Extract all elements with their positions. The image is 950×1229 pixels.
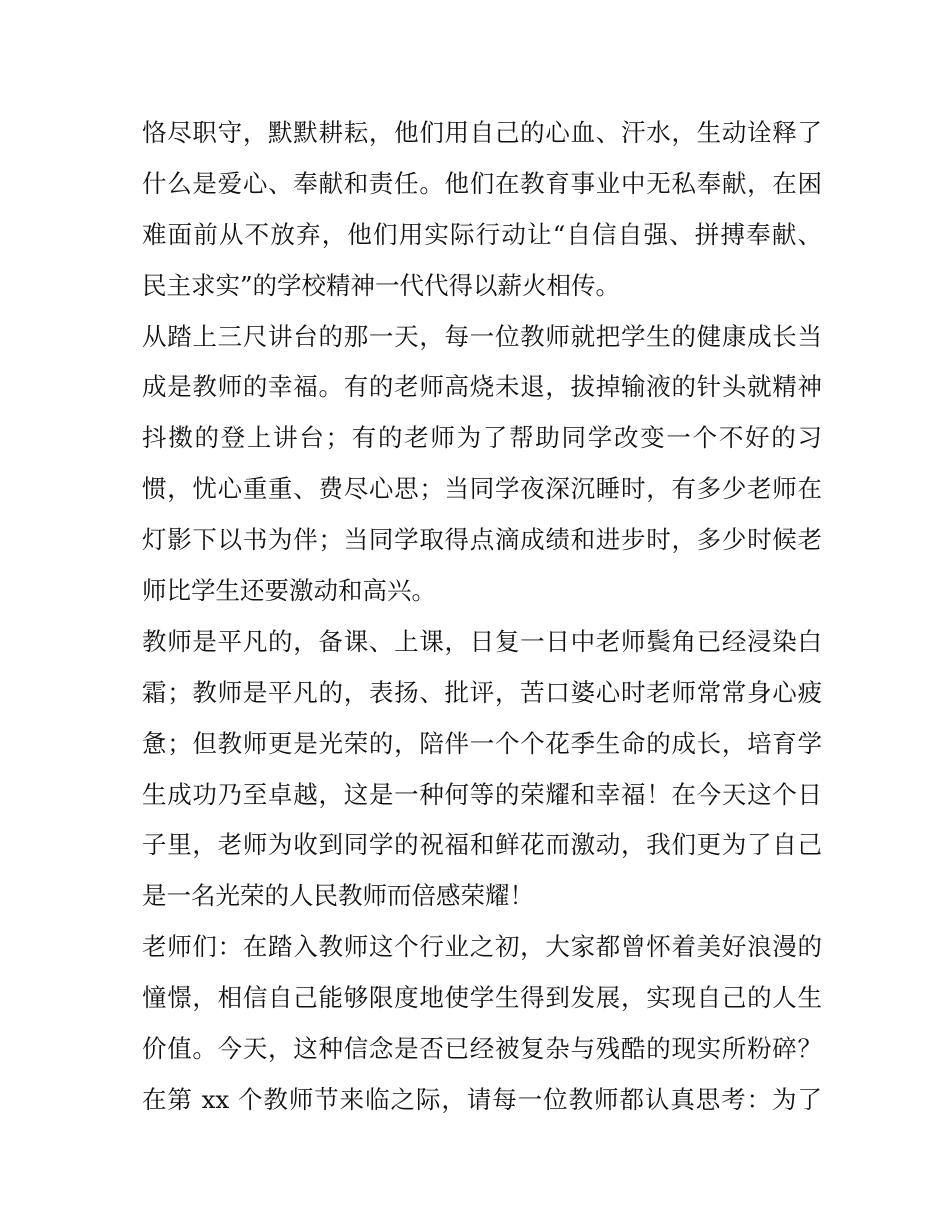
text-line: 抖擞的登上讲台；有的老师为了帮助同学改变一个不好的习 xyxy=(142,423,822,453)
text-line: 惯，忧心重重、费尽心思；当同学夜深沉睡时，有多少老师在 xyxy=(142,474,822,504)
text-line: 灯影下以书为伴；当同学取得点滴成绩和进步时，多少时候老 xyxy=(142,525,822,555)
text-line: 恪尽职守，默默耕耘，他们用自己的心血、汗水，生动诠释了 xyxy=(142,118,822,147)
text-line: 价值。今天，这种信念是否已经被复杂与残酷的现实所粉碎？ xyxy=(142,1034,822,1064)
text-line: 从踏上三尺讲台的那一天，每一位教师就把学生的健康成长当 xyxy=(142,321,822,351)
text-line: 师比学生还要激动和高兴。 xyxy=(142,576,436,606)
text-line: 成是教师的幸福。有的老师高烧未退，拔掉输液的针头就精神 xyxy=(142,372,822,402)
text-line: 是一名光荣的人民教师而倍感荣耀！ xyxy=(142,881,534,911)
text-line: 憧憬，相信自己能够限度地使学生得到发展，实现自己的人生 xyxy=(142,983,822,1013)
text-line: 什么是爱心、奉献和责任。他们在教育事业中无私奉献，在困 xyxy=(142,168,822,198)
text-line: 子里，老师为收到同学的祝福和鲜花而激动，我们更为了自己 xyxy=(142,830,822,860)
text-line: 民主求实”的学校精神一代代得以薪火相传。 xyxy=(142,270,621,300)
text-line: 惫；但教师更是光荣的，陪伴一个个花季生命的成长，培育学 xyxy=(142,728,822,758)
text-line: 在第 xx 个教师节来临之际，请每一位教师都认真思考：为了 xyxy=(142,1084,822,1114)
text-line: 教师是平凡的，备课、上课，日复一日中老师鬓角已经浸染白 xyxy=(142,626,822,656)
text-line: 难面前从不放弃，他们用实际行动让“自信自强、拼搏奉献、 xyxy=(142,219,822,249)
body-text xyxy=(142,108,822,1126)
text-line: 霜；教师是平凡的，表扬、批评，苦口婆心时老师常常身心疲 xyxy=(142,677,822,707)
text-line: 老师们：在踏入教师这个行业之初，大家都曾怀着美好浪漫的 xyxy=(142,932,822,962)
text-line: 生成功乃至卓越，这是一种何等的荣耀和幸福！在今天这个日 xyxy=(142,779,822,809)
